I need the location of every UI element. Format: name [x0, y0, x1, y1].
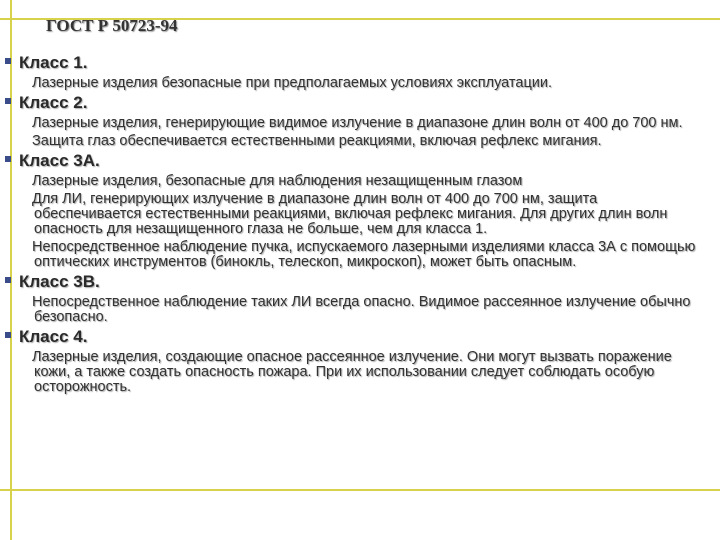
class-3a-item-1: Лазерные изделия, безопасные для наблюдения незащищенным глазом [32, 173, 523, 189]
square-bullet-icon [5, 156, 11, 162]
square-bullet-icon [5, 332, 11, 338]
class-3a-heading [0, 151, 720, 170]
class-2-item-2: Защита глаз обеспечивается естественными реакциями, включая рефлекс мигания. [32, 133, 602, 149]
class-2-label: Класс 2. [19, 93, 88, 112]
class-3b-label: Класс 3В. [19, 272, 100, 291]
bottom-rule [0, 489, 720, 491]
page-title: ГОСТ Р 50723-94 [46, 16, 178, 35]
class-4-heading [0, 327, 720, 346]
square-bullet-icon [5, 277, 11, 283]
square-bullet-icon [5, 58, 11, 64]
class-1-label: Класс 1. [19, 53, 88, 72]
class-3b-heading [0, 272, 720, 291]
class-1-item-1: Лазерные изделия безопасные при предполагаемых условиях эксплуатации. [32, 75, 552, 91]
class-list [0, 52, 720, 395]
class-4-label: Класс 4. [19, 327, 88, 346]
class-3b-item-1: Непосредственное наблюдение таких ЛИ всегда опасно. Видимое рассеянное излучение обычно безопасно. [32, 294, 691, 325]
square-bullet-icon [5, 98, 11, 104]
class-4-item-1: Лазерные изделия, создающие опасное рассеянное излучение. Они могут вызвать поражение кожи, а также создать опасность пожара. При их использовании следует соблюдать особую осторожность. [32, 349, 672, 395]
class-1-heading [0, 53, 720, 72]
class-3a-item-2: Для ЛИ, генерирующих излучение в диапазоне длин волн от 400 до 700 нм, защита обеспечивается естественными реакциями, включая рефлекс мигания. Для других длин волн опасность для незащищенного глаза не больше, чем для класса 1. [32, 191, 668, 237]
class-2-heading [0, 93, 720, 112]
class-3a-item-3: Непосредственное наблюдение пучка, испускаемого лазерными изделиями класса 3А с помощью оптических инструментов (бинокль, телескоп, микроскоп), может быть опасным. [32, 239, 696, 270]
class-2-item-1: Лазерные изделия, генерирующие видимое излучение в диапазоне длин волн от 400 до 700 нм. [32, 115, 683, 131]
class-3a-label: Класс 3А. [19, 151, 100, 170]
